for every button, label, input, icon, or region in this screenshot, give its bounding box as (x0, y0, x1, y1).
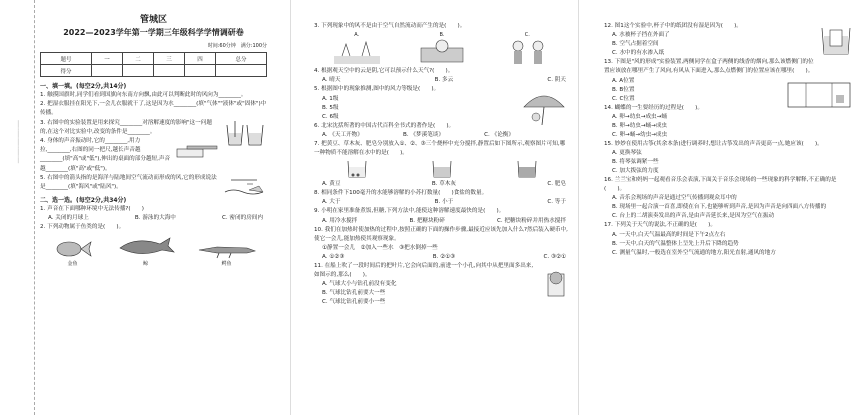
option-c[interactable]: C. 测量气温时,一般选在室外空气流通的地方,阳光直射,通风的地方 (612, 249, 776, 256)
option-c[interactable]: C. 水中的有水渗入纸 (612, 50, 665, 57)
option-c[interactable]: C. 《论衡》 (484, 131, 514, 138)
option-a[interactable]: A. 水被杯子挡在外面了 (612, 32, 670, 39)
option-a[interactable]: A. 《天工开物》 (322, 131, 363, 138)
option-c[interactable]: C. 台上的二胡演奏发出的声音,是由声音延长来,是因为空气在振动 (612, 213, 775, 220)
question-2-17: 17. 下列关于天气的说法,不正确的是( )。 (604, 222, 716, 229)
question-2-11: 11. 在船上吹了一段时间后的把叶片,它会向后面的,前进一个小孔,向其中从把里面多出来,如图示的,那么( )。 (314, 263, 534, 279)
option-a-picture[interactable] (332, 32, 382, 66)
question-2-4: 4. 根据观天空中的云是阴,它可以预示什么天气?( )。 (314, 68, 454, 75)
table-cell[interactable] (122, 65, 153, 77)
question-1-4: 4. 身体的声音振动时,它的________,用力拉,________,右图的同一把尺,越长声音越________(填"高"或"低"),伸出的桌面的部分越短,声音越________(填"高"或"低")。 (40, 138, 171, 172)
kids-fan-icon (502, 38, 552, 66)
whale-label: 鲸 (142, 260, 148, 267)
option-c[interactable]: C. 卵→蛹→幼虫→成虫 (612, 131, 668, 138)
crocodile-icon (197, 240, 257, 260)
beaker-1-icon (345, 159, 369, 179)
sea-breeze-figure (223, 174, 267, 202)
table-cell: 得分 (41, 65, 92, 77)
beaker-pair-figure (223, 119, 267, 151)
option-c[interactable]: C. 密闭的房间内 (221, 215, 263, 222)
column-1 (0, 0, 275, 415)
option-b[interactable]: B. 草木灰 (431, 181, 456, 188)
windmill-icon (332, 38, 382, 66)
table-cell[interactable] (215, 65, 266, 77)
option-b[interactable]: B. 将琴弦调紧一些 (612, 159, 659, 166)
table-cell: 四 (184, 53, 215, 65)
option-a[interactable]: A. 大于 (322, 199, 341, 206)
question-2-4-options (322, 76, 566, 85)
option-a[interactable]: A. 关闭的月球上 (48, 215, 89, 222)
question-2-7: 7. 把黄豆、草木灰、肥皂分别放入①、②、③三个烧杯中充分搅拌,静置后如下图所示,观察图片可知,哪一种物质不能溶解在水中的是( )。 (314, 140, 566, 157)
option-b-label: B. (439, 32, 445, 39)
beaker-pictures (314, 159, 570, 179)
table-row (41, 65, 267, 77)
table-cell: 一 (92, 53, 123, 65)
table-cell: 三 (153, 53, 184, 65)
option-b[interactable]: B. 《梦溪笔谈》 (403, 131, 444, 138)
district-title: 管城区 (139, 15, 167, 25)
exam-title: 2022—2023学年第一学期三年级科学学情调研卷 (63, 28, 244, 37)
option-b[interactable]: B. 空气占据着空间 (612, 41, 659, 48)
question-2-9: 9. 小明在家里准备煮饭,但糖,下列方法中,能使这种溶解速度最快的是( )。 (314, 208, 505, 215)
option-c[interactable]: C. 阴天 (547, 77, 566, 84)
option-a[interactable]: A. 更换琴弦 (612, 150, 642, 157)
whale-picture[interactable] (116, 234, 176, 267)
option-a[interactable]: A. 晴天 (322, 77, 341, 84)
section-2-title: 二、选一选。(每空2分,共34分) (40, 197, 127, 205)
option-a[interactable]: A. 1级 (322, 95, 339, 102)
table-cell[interactable] (153, 65, 184, 77)
option-c[interactable]: C. 加大拨弦的力度 (612, 168, 659, 175)
question-2-9-options (322, 217, 566, 226)
column-3 (582, 0, 860, 415)
table-row (41, 53, 267, 65)
cup-in-water-figure (818, 22, 854, 60)
animal-pictures (40, 234, 267, 267)
option-c[interactable]: C. 肥皂 (547, 181, 566, 188)
option-b[interactable]: B. 现场里一起合演一首喜,即使在台下,也能够听到声音,是因为声音是向四面八方传播的 (612, 204, 827, 211)
option-b[interactable]: B. 卵→幼虫→蛹→成虫 (612, 122, 668, 129)
option-a-label: A. (354, 32, 360, 39)
umbrella-wind-figure (518, 85, 570, 133)
exam-meta: 时间:60分钟 满分:100分 (207, 43, 267, 49)
option-c[interactable]: C. 等于 (547, 199, 566, 206)
goldfish-icon (51, 238, 95, 260)
question-2-6-options (322, 131, 514, 140)
column-divider (290, 0, 291, 415)
option-c[interactable]: C. 把糖块粉碎并用热水搅拌 (496, 217, 566, 224)
option-a[interactable]: A. 气球大小与钻孔前没有变化 (322, 281, 397, 288)
option-c[interactable]: C. ③②① (543, 254, 566, 261)
question-1-1: 1. 触摸国旗时,同学们看到国旗向东南方向飘,由此可以判断此时的风向为________。 (40, 92, 247, 98)
table-cell: 总分 (215, 53, 266, 65)
question-2-12: 12. 图1这个实验中,杯子中的纸团没有湿是因为( )。 (604, 23, 742, 29)
option-b-picture[interactable] (417, 32, 467, 66)
question-2-10: 10. 我们在加热时使加热的过程中,按照正确的下面的操作步骤,最接近应该先加入什么?然后装入硬币中,使它一会儿,能加热使其观察现象。 (314, 226, 568, 242)
option-b[interactable]: B. 多云 (434, 77, 454, 84)
option-b[interactable]: B. B位置 (612, 86, 635, 93)
question-2-7-options (322, 180, 566, 189)
option-c[interactable]: C. 6级 (322, 113, 339, 120)
question-1-5: 5. 右图中的箭头指的是海洋与陆地间空气流动而形成的风,它的形成说法是________(填"海风"或"陆风")。 (40, 174, 217, 191)
option-a[interactable]: A. ①②③ (322, 254, 345, 261)
option-b[interactable]: B. 把糖块粉碎 (409, 217, 445, 224)
goldfish-picture[interactable] (51, 238, 95, 267)
question-1-2: 2. 把湿衣服挂在阳光下,一会儿衣服就干了,这是因为水________(填"气体""液体"或"固体")中传播。 (40, 101, 267, 117)
option-c[interactable]: C. C位置 (612, 95, 635, 102)
binding-line: ┈┈┈┈┈┈┈┈┈┈┈┈ (14, 120, 21, 164)
question-2-15: 15. 妙妙在使用古筝(其余本条)进行调养时,想让古筝发出的声音更高一点,她应该( )。 (604, 140, 823, 147)
question-2-10-options (322, 253, 566, 262)
question-2-5: 5. 根据图中的现象推测,图中的风力等级是( )。 (314, 86, 440, 93)
wind-box-figure (784, 77, 854, 115)
table-cell[interactable] (184, 65, 215, 77)
whale-icon (116, 234, 176, 260)
option-b[interactable]: B. 5级 (322, 104, 339, 111)
table-cell: 题号 (41, 53, 92, 65)
option-a[interactable]: A. 卵→幼虫→成虫→蛹 (612, 113, 667, 120)
option-b[interactable]: B. ②①③ (432, 254, 456, 261)
question-2-16: 16. 兰兰宝和妈妈一起观看音乐会表演,下面关于音乐会现场的一些现象的科学解释,不正确的是( )。 (604, 177, 837, 193)
question-2-14: 14. 蝴蝶的一生要经历的过程是( )。 (604, 104, 703, 111)
option-c-picture[interactable] (502, 32, 552, 66)
question-2-8-options (322, 198, 566, 207)
question-2-1: 1. 声音在下面哪种环境中无法传播?( ) (40, 206, 144, 213)
goldfish-label: 金鱼 (67, 260, 78, 267)
ruler-figure (175, 137, 219, 163)
table-cell[interactable] (92, 65, 123, 77)
question-2-3: 3. 下列现象中的风不是由于空气自然流动而产生的是( )。 (314, 23, 466, 29)
question-2-2: 2. 下列动物属于鱼类的是( )。 (40, 224, 125, 231)
column-2 (296, 0, 576, 415)
option-a[interactable]: A. 音乐会现场的声音是通过空气传播到观众耳中的 (612, 195, 737, 202)
option-a[interactable]: A. A位置 (612, 77, 635, 84)
option-b[interactable]: B. 游泳的大海中 (134, 215, 176, 222)
fan-icon (417, 38, 467, 66)
option-c[interactable]: C. 气球比钻孔前要小一些 (322, 299, 386, 306)
option-a[interactable]: A. 用冷水搅拌 (322, 217, 358, 224)
option-b[interactable]: B. 气球比钻孔前要大一些 (322, 290, 386, 297)
crocodile-label: 鳄鱼 (221, 260, 232, 267)
option-b[interactable]: B. 一天中,白天的气温整体上呈先上升后下降的趋势 (612, 240, 739, 247)
score-table (40, 52, 267, 77)
question-2-13: 13. 下图是"风的形成"实验装置,两侧同学在盒子两侧的线香的烟向,那么该燃侧门的位置应该放在哪里产生了风向,有风从下面进入,那么点燃侧门的位置应该在哪里( )。 (604, 59, 814, 75)
beaker-3-icon (515, 159, 539, 179)
crocodile-picture[interactable] (197, 240, 257, 267)
beaker-2-icon (430, 159, 454, 179)
question-2-10-steps: ①静置一会儿 ②加入一些水 ③把水倒掉一些 (322, 245, 438, 252)
section-1-title: 一、填一填。(每空2分,共14分) (40, 83, 127, 90)
option-c-label: C. (524, 32, 530, 39)
question-2-8: 8. 相同条件下100毫升的水能够溶解的小苏打数量( )食盐的数量。 (314, 190, 488, 197)
question-2-6: 6. 北宋沈括所著的中国古代百科全书式的著作是( )。 (314, 122, 455, 129)
option-a[interactable]: A. 黄豆 (322, 181, 341, 188)
option-a[interactable]: A. 一天中,白天气温最高的时间是下午2点左右 (612, 231, 726, 238)
wind-pictures (314, 32, 570, 66)
column-divider (578, 0, 579, 415)
option-b[interactable]: B. 小于 (434, 199, 454, 206)
question-1-3: 3. 右图中的实验装置是用来探究________对溶解速度的影响"这一问题的,在这个对比实验中,改变的条件是________。 (40, 119, 212, 135)
question-2-1-options (48, 214, 263, 223)
bottle-balloon-figure (542, 262, 570, 302)
table-cell: 二 (122, 53, 153, 65)
